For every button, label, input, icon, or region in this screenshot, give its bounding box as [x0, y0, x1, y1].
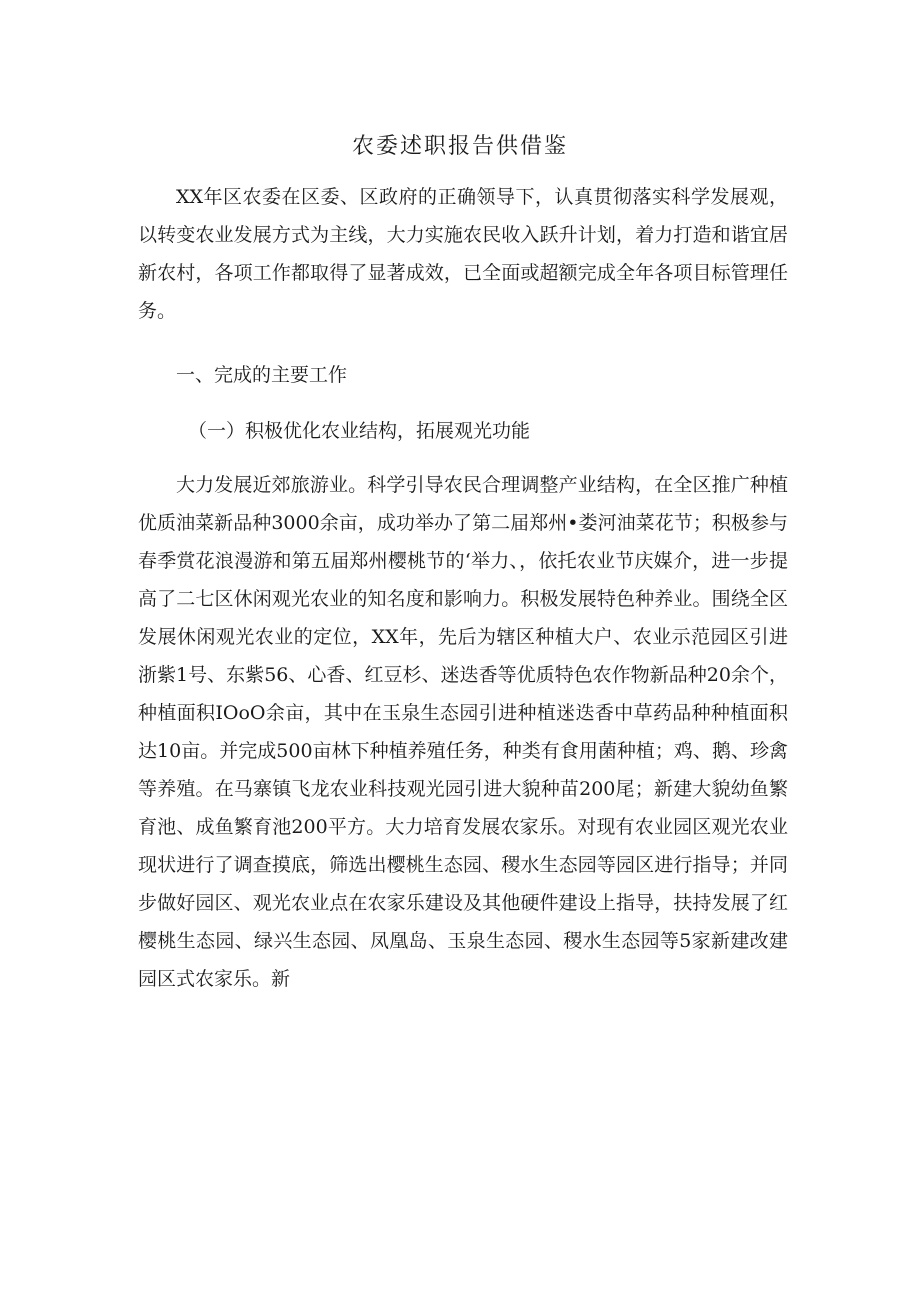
document-body [138, 178, 788, 998]
body-paragraph-tourism: 大力发展近郊旅游业。科学引导农民合理调整产业结构，在全区推广种植优质油菜新品种3000余亩，成功举办了第二届郑州•娄河油菜花节；积极参与春季赏花浪漫游和第五届郑州樱桃节的‘举力、，依托农业节庆媒介，进一步提高了二七区休闲观光农业的知名度和影响力。积极发展特色种养业。围绕全区发展休闲观光农业的定位，XX年，先后为辖区种植大户、农业示范园区引进浙紫1号、东紫56、心香、红豆杉、迷迭香等优质特色农作物新品种20余个，种植面积IOoO余亩，其中在玉泉生态园引进种植迷迭香中草药品种种植面积达10亩。并完成500亩林下种植养殖任务，种类有食用菌种植；鸡、鹅、珍禽等养殖。在马寨镇飞龙农业科技观光园引进大貌种苗200尾；新建大貌幼鱼繁育池、成鱼繁育池200平方。大力培育发展农家乐。对现有农业园区观光农业现状进行了调查摸底，筛选出樱桃生态园、稷水生态园等园区进行指导；并同步做好园区、观光农业点在农家乐建设及其他硬件建设上指导，扶持发展了红樱桃生态园、绿兴生态园、凤凰岛、玉泉生态园、稷水生态园等5家新建改建园区式农家乐。新 [138, 474, 788, 990]
document-title: 农委述职报告供借鉴 [351, 134, 568, 159]
intro-paragraph: XX年区农委在区委、区政府的正确领导下，认真贯彻落实科学发展观，以转变农业发展方式为主线，大力实施农民收入跃升计划，着力打造和谐宜居新农村，各项工作都取得了显著成效，已全面或超额完成全年各项目标管理任务。 [138, 186, 788, 322]
section-heading-main-work: 一、完成的主要工作 [176, 364, 348, 386]
subsection-heading-agri-structure: （一）积极优化农业结构，拓展观光功能 [188, 420, 531, 442]
